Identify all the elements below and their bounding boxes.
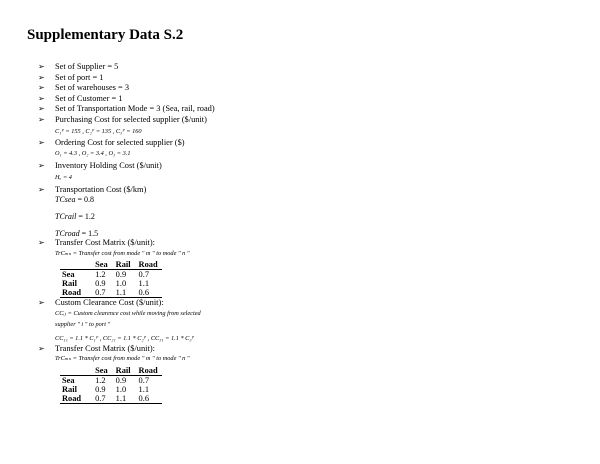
customs-note-2: supplier " i " to port " <box>55 320 111 328</box>
transfer-note-2: TrCₘₙ = Transfer cost from mode " m " to mode " n " <box>55 355 190 363</box>
item-text: Transportation Cost ($/km) <box>55 184 147 194</box>
item-text: Set of Transportation Mode = 3 (Sea, rail, road) <box>55 104 215 114</box>
list-item-ports <box>38 73 578 84</box>
arrow-bullet-icon: ➢ <box>38 343 45 353</box>
matrix-header-cell: Road <box>138 366 158 376</box>
item-text: Set of Customer = 1 <box>55 93 123 103</box>
transfer-matrix-1 <box>60 260 162 298</box>
page-title: Supplementary Data S.2 <box>27 27 184 43</box>
tc-road <box>38 229 578 238</box>
table-cell: 0.7 <box>95 394 106 404</box>
list-item-customers <box>38 94 578 105</box>
table-cell: 0.6 <box>138 394 150 404</box>
item-text: Ordering Cost for selected supplier ($) <box>55 137 185 147</box>
tc-rail-value: = 1.2 <box>78 212 95 222</box>
matrix-header-row <box>60 366 162 376</box>
data-list <box>38 62 578 404</box>
table-cell: 1.0 <box>115 385 127 395</box>
arrow-bullet-icon: ➢ <box>38 184 45 194</box>
row-label: Road <box>62 394 82 404</box>
list-item-transfer-1 <box>38 238 578 249</box>
table-cell: 1.2 <box>95 376 106 386</box>
table-cell: 0.6 <box>138 287 150 297</box>
tc-rail-label: TCrail <box>55 212 77 222</box>
tc-sea <box>38 195 578 204</box>
arrow-bullet-icon: ➢ <box>38 238 45 248</box>
table-row <box>60 288 162 298</box>
row-label: Sea <box>62 269 75 279</box>
arrow-bullet-icon: ➢ <box>38 297 45 307</box>
matrix-header-row <box>60 260 162 270</box>
arrow-bullet-icon: ➢ <box>38 93 45 103</box>
row-label: Road <box>62 287 82 297</box>
table-cell: 0.9 <box>95 278 106 288</box>
item-text: Set of port = 1 <box>55 72 104 82</box>
list-item-transport <box>38 185 578 196</box>
table-row <box>60 269 162 279</box>
tc-rail <box>38 212 578 221</box>
list-item-transfer-2 <box>38 344 578 355</box>
table-row <box>60 279 162 288</box>
matrix-header-cell: Road <box>138 259 158 269</box>
arrow-bullet-icon: ➢ <box>38 83 45 93</box>
arrow-bullet-icon: ➢ <box>38 161 45 171</box>
matrix-header-cell: Sea <box>95 366 108 376</box>
holding-formula: Hᵤ = 4 <box>55 173 72 181</box>
row-label: Rail <box>62 385 77 395</box>
purchasing-formula: C₁ᴾ = 155 , C₂ᴾ = 135 , C₃ᴾ = 160 <box>55 127 142 135</box>
item-text: Set of warehouses = 3 <box>55 83 130 93</box>
table-row <box>60 394 162 404</box>
customs-note-1: CCᵢⱼ = Custom clearence cost while moving from selected <box>55 309 201 317</box>
table-cell: 0.7 <box>138 376 150 386</box>
table-cell: 1.1 <box>115 287 127 297</box>
tc-road-label: TCroad <box>55 229 80 239</box>
item-text: Transfer Cost Matrix ($/unit): <box>55 343 155 353</box>
table-row <box>60 376 162 386</box>
table-cell: 1.0 <box>115 278 127 288</box>
table-cell: 0.7 <box>138 269 150 279</box>
item-text: Custom Clearance Cost ($/unit): <box>55 297 164 307</box>
table-cell: 0.9 <box>115 376 127 386</box>
list-item-warehouses <box>38 83 578 94</box>
list-item-modes <box>38 104 578 115</box>
table-cell: 1.2 <box>95 269 106 279</box>
list-item-purchasing <box>38 115 578 126</box>
customs-formula: CC₁₁ = 1.1 * C₁ᴾ , CC₂₁ = 1.1 * C₂ᴾ , CC₃₁ = 1.1 * C₃ᴾ <box>55 334 195 342</box>
row-label: Sea <box>62 376 75 386</box>
table-cell: 0.9 <box>95 385 106 395</box>
list-item-ordering <box>38 138 578 149</box>
matrix-header-cell: Sea <box>95 259 108 269</box>
arrow-bullet-icon: ➢ <box>38 104 45 114</box>
table-row <box>60 385 162 394</box>
item-text: Purchasing Cost for selected supplier ($/unit) <box>55 114 207 124</box>
arrow-bullet-icon: ➢ <box>38 114 45 124</box>
matrix-header-cell: Rail <box>115 366 131 376</box>
arrow-bullet-icon: ➢ <box>38 72 45 82</box>
table-cell: 0.7 <box>95 287 106 297</box>
item-text: Set of Supplier = 5 <box>55 62 119 71</box>
table-cell: 1.1 <box>138 278 150 288</box>
list-item-suppliers <box>38 62 578 73</box>
list-item-customs <box>38 298 578 309</box>
list-item-holding <box>38 161 578 172</box>
tc-sea-value: = 0.8 <box>77 195 94 205</box>
tc-road-value: = 1.5 <box>81 229 99 239</box>
ordering-formula: O₁ = 4.3 , O₂ = 3.4 , O₃ = 3.1 <box>55 150 131 158</box>
arrow-bullet-icon: ➢ <box>38 62 45 71</box>
table-cell: 1.1 <box>115 394 127 404</box>
transfer-note-1: TrCₘₙ = Transfer cost from mode " m " to mode " n " <box>55 249 190 257</box>
row-label: Rail <box>62 278 77 288</box>
transfer-matrix-2 <box>60 366 162 404</box>
table-cell: 0.9 <box>115 269 127 279</box>
arrow-bullet-icon: ➢ <box>38 137 45 147</box>
item-text: Inventory Holding Cost ($/unit) <box>55 161 162 171</box>
table-cell: 1.1 <box>138 385 150 395</box>
tc-sea-label: TCsea <box>55 195 76 205</box>
item-text: Transfer Cost Matrix ($/unit): <box>55 238 155 248</box>
matrix-header-cell: Rail <box>115 259 131 269</box>
